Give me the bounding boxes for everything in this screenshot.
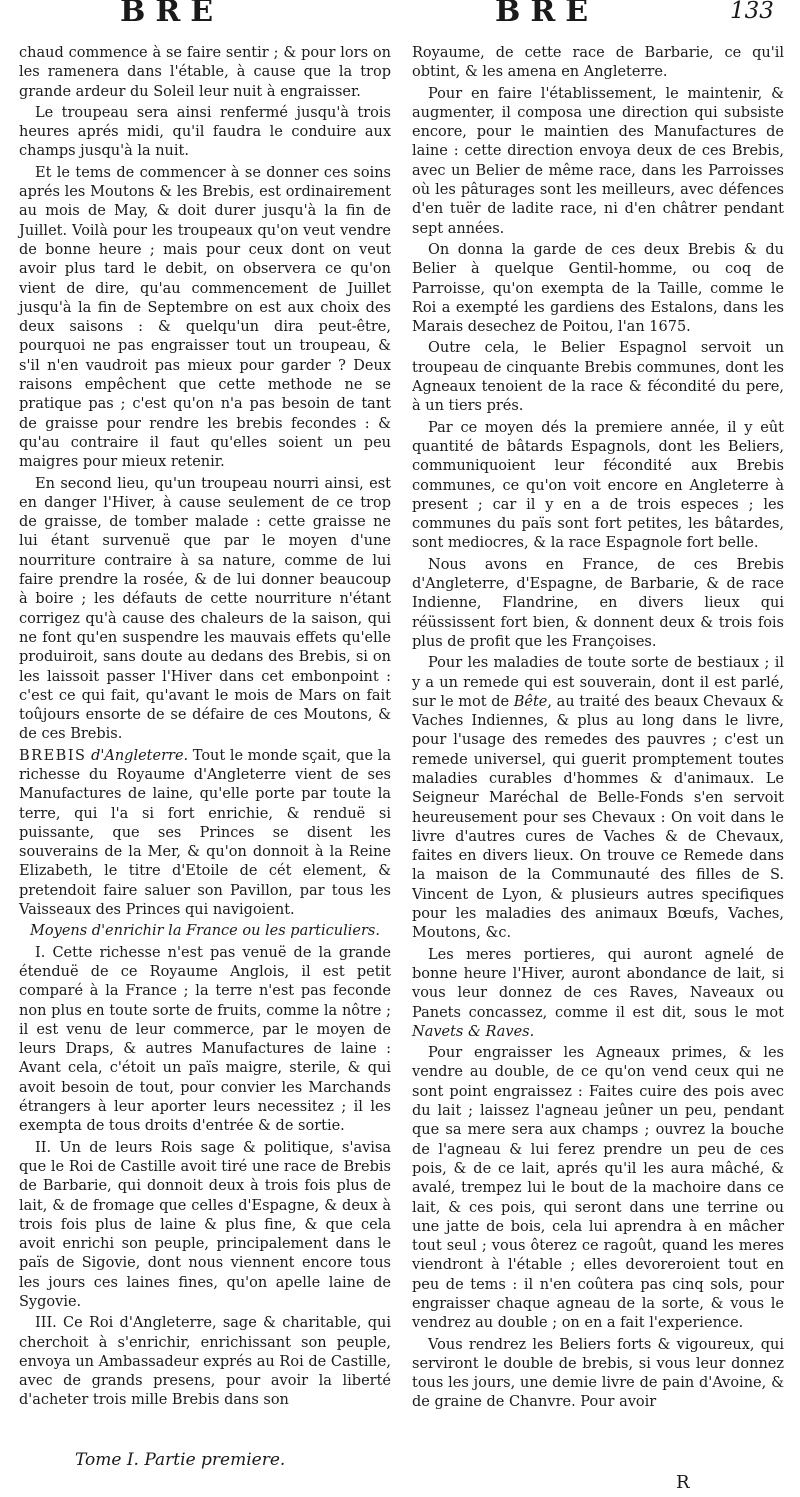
paragraph: Pour en faire l'établissement, le maintenir, & augmenter, il composa une direction qui subsiste encore, pour le maintien des Manufactures de laine : cette direction envoya deux de ces Brebis, avec un Belier de même race, dans les Parroisses où les pâturages sont les meilleurs, avec défences d'en tuër de ladite race, ni d'en châtrer pendant sept années. xyxy=(412,85,784,237)
entry-headword-italic: d'Angleterre. xyxy=(86,747,189,764)
remedy-italic-term: Bête xyxy=(513,693,548,710)
meres-text: Les meres portieres, qui auront agnelé de bonne heure l'Hiver, auront abondance de lait, si vous leur donnez de ces Raves, Naveaux ou Panets concassez, comme il est dit, sous le mot xyxy=(412,946,784,1021)
remedy-text-after: , au traité des beaux Chevaux & Vaches Indiennes, & plus au long dans le livre, pour l'usage des remedes des pauvres ; c'est un remede universel, qui guerit promptement toutes maladies curables d'hommes & d'animaux. Le Seigneur Maréchal de Belle-Fonds s'en servoit heureusement pour ses Chevaux : On voit dans le livre d'autres cures de Vaches & de Chevaux, faites en divers lieux. On trouve ce Remede dans la maison de la Communauté des filles de S. Vincent de Lyon, & plusieurs autres specifiques pour les maladies des animaux Bœufs, Vaches, Moutons, &c. xyxy=(412,693,784,942)
paragraph: Par ce moyen dés la premiere année, il y eût quantité de bâtards Espagnols, dont les Beliers, communiquoient leur fécondité aux Brebis communes, ce qu'on voit encore en Angleterre à present ; car il y en a de trois especes ; les communes du païs sont fort petites, les bâtardes, sont mediocres, & la race Espagnole fort belle. xyxy=(412,419,784,552)
paragraph: I. Cette richesse n'est pas venuë de la grande étenduë de ce Royaume Anglois, il est petit comparé à la France ; la terre n'est pas feconde non plus en toute sorte de fruits, comme la nôtre ; il est venu de leur commerce, par le moyen de leurs Draps, & autres Manufactures de laine : Avant cela, c'étoit un païs maigre, sterile, & qui avoit besoin de tout, pour convier les Marchands étrangers à leur aporter leurs necessitez ; il les exempta de tous droits d'entrée & de sortie. xyxy=(19,944,391,1135)
paragraph: On donna la garde de ces deux Brebis & du Belier à quelque Gentil-homme, ou coq de Parroisse, qu'on exempta de la Taille, comme le Roi a exempté les gardiens des Estalons, dans les Marais desechez de Poitou, l'an 1675. xyxy=(412,241,784,336)
page-number: 133 xyxy=(730,0,774,24)
remedy-text-before: Pour les maladies de toute sorte de bestiaux ; il y a un remede qui est souverain, dont il est parlé, sur le mot de xyxy=(412,655,784,710)
meres-italic-term: Navets & Raves. xyxy=(412,1023,535,1040)
signature-mark: R xyxy=(676,1472,690,1493)
right-column xyxy=(412,44,784,1415)
paragraph: Pour engraisser les Agneaux primes, & les vendre au double, de ce qu'on vend ceux qui ne sont point engraissez : Faites cuire des pois avec du lait ; laissez l'agneau jeûner un peu, pendant que sa mere sera aux champs ; ouvrez la bouche de l'agneau & lui ferez prendre un peu de ces pois, & de ce lait, aprés qu'il les aura mâché, & avalé, trempez lui le bout de la machoire dans ce lait, & ces pois, qui seront dans une terrine ou une jatte de bois, cela lui aprendra à en mâcher tout seul ; vous ôterez ce ragoût, quand les meres viendront à l'étable ; elles devoreroient tout en peu de tems : il n'en coûtera pas cinq sols, pour engraisser chaque agneau de la sorte, & vous le vendrez au double ; on en a fait l'experience. xyxy=(412,1045,784,1332)
subheading: Moyens d'enrichir la France ou les particuliers. xyxy=(30,923,380,940)
paragraph: Outre cela, le Belier Espagnol servoit un troupeau de cinquante Brebis communes, dont les Agneaux tenoient de la race & fécondité du pere, à un tiers prés. xyxy=(412,340,784,415)
paragraph: Le troupeau sera ainsi renfermé jusqu'à trois heures aprés midi, qu'il faudra le conduire aux champs jusqu'à la nuit. xyxy=(19,104,391,160)
paragraph: Nous avons en France, de ces Brebis d'Angleterre, d'Espagne, de Barbarie, & de race Indienne, Flandrine, en divers lieux qui réüssissent fort bien, & donnent deux & trois fois plus de profit que les Françoises. xyxy=(412,556,784,650)
paragraph: Royaume, de cette race de Barbarie, ce qu'il obtint, & les amena en Angleterre. xyxy=(412,45,784,81)
paragraph: Vous rendrez les Beliers forts & vigoureux, qui serviront le double de brebis, si vous leur donnez tous les jours, une demie livre de pain d'Avoine, & de graine de Chanvre. Pour avoir xyxy=(412,1336,784,1411)
running-header xyxy=(0,0,800,42)
entry-text: Tout le monde sçait, que la richesse du Royaume d'Angleterre vient de ses Manufactures de laine, qu'elle porte par toute la terre, qui l'a si fort enrichie, & renduë si puissante, que ses Princes se disent les souverains de la Mer, & qu'on donnoit à la Reine Elizabeth, le titre d'Etoile de cét element, & pretendoit faire saluer son Pavillon, par tous les Vaisseaux des Princes qui navigoient. xyxy=(19,747,391,919)
header-word-right: BRE xyxy=(495,0,599,29)
entry-paragraph xyxy=(19,747,391,921)
meres-paragraph xyxy=(412,946,784,1042)
left-column xyxy=(19,44,391,1413)
paragraph: III. Ce Roi d'Angleterre, sage & charitable, qui cherchoit à s'enrichir, enrichissant son peuple, envoya un Ambassadeur exprés au Roi de Castille, avec de grands presens, pour avoir la liberté d'acheter trois mille Brebis dans son xyxy=(19,1315,391,1409)
paragraph: En second lieu, qu'un troupeau nourri ainsi, est en danger l'Hiver, à cause seulement de ce trop de graisse, de tomber malade : cette graisse ne lui étant survenuë que par le moyen d'une nourriture contraire à sa nature, comme de lui faire prendre la rosée, & de lui donner beaucoup à boire ; les défauts de cette nourriture n'étant corrigez qu'à cause des chaleurs de la saison, qui ne font qu'en suspendre les mauvais effets qu'elle produiroit, sans doute au dedans des Brebis, si on les laissoit passer l'Hiver dans cet embonpoint : c'est ce qui fait, qu'avant le mois de Mars on fait toûjours ensorte de se défaire de ces Moutons, & de ces Brebis. xyxy=(19,475,391,743)
remedy-paragraph xyxy=(412,654,784,943)
paragraph: II. Un de leurs Rois sage & politique, s'avisa que le Roi de Castille avoit tiré une race de Brebis de Barbarie, qui donnoit deux à trois fois plus de lait, & de fromage que celles d'Espagne, & deux à trois fois plus de laine & plus fine, & que cela avoit enrichi son peuple, principalement dans le païs de Sigovie, dont nous viennent encore tous les jours ces laines fines, qu'on apelle laine de Sygovie. xyxy=(19,1139,391,1310)
volume-footer: Tome I. Partie premiere. xyxy=(75,1450,286,1470)
header-word-left: BRE xyxy=(120,0,224,29)
entry-headword: BREBIS xyxy=(19,747,87,764)
paragraph: Et le tems de commencer à se donner ces soins aprés les Moutons & les Brebis, est ordinairement au mois de May, & doit durer jusqu'à la fin de Juillet. Voilà pour les troupeaux qu'on veut vendre de bonne heure ; mais pour ceux dont on veut avoir plus tard le debit, on observera ce qu'on vient de dire, qu'au commencement de Juillet jusqu'à la fin de Septembre on est aux choix des deux saisons : & quelqu'un dira peut-être, pourquoi ne pas engraisser tout un troupeau, & s'il n'en vaudroit pas mieux pour garder ? Deux raisons empêchent que cette methode ne se pratique pas ; c'est qu'on n'a pas besoin de tant de graisse pour rendre les brebis fecondes : & qu'au contraire il faut qu'elles soient un peu maigres pour mieux retenir. xyxy=(19,164,391,471)
paragraph: chaud commence à se faire sentir ; & pour lors on les ramenera dans l'étable, à cause que la trop grande ardeur du Soleil leur nuit à engraisser. xyxy=(19,45,391,100)
